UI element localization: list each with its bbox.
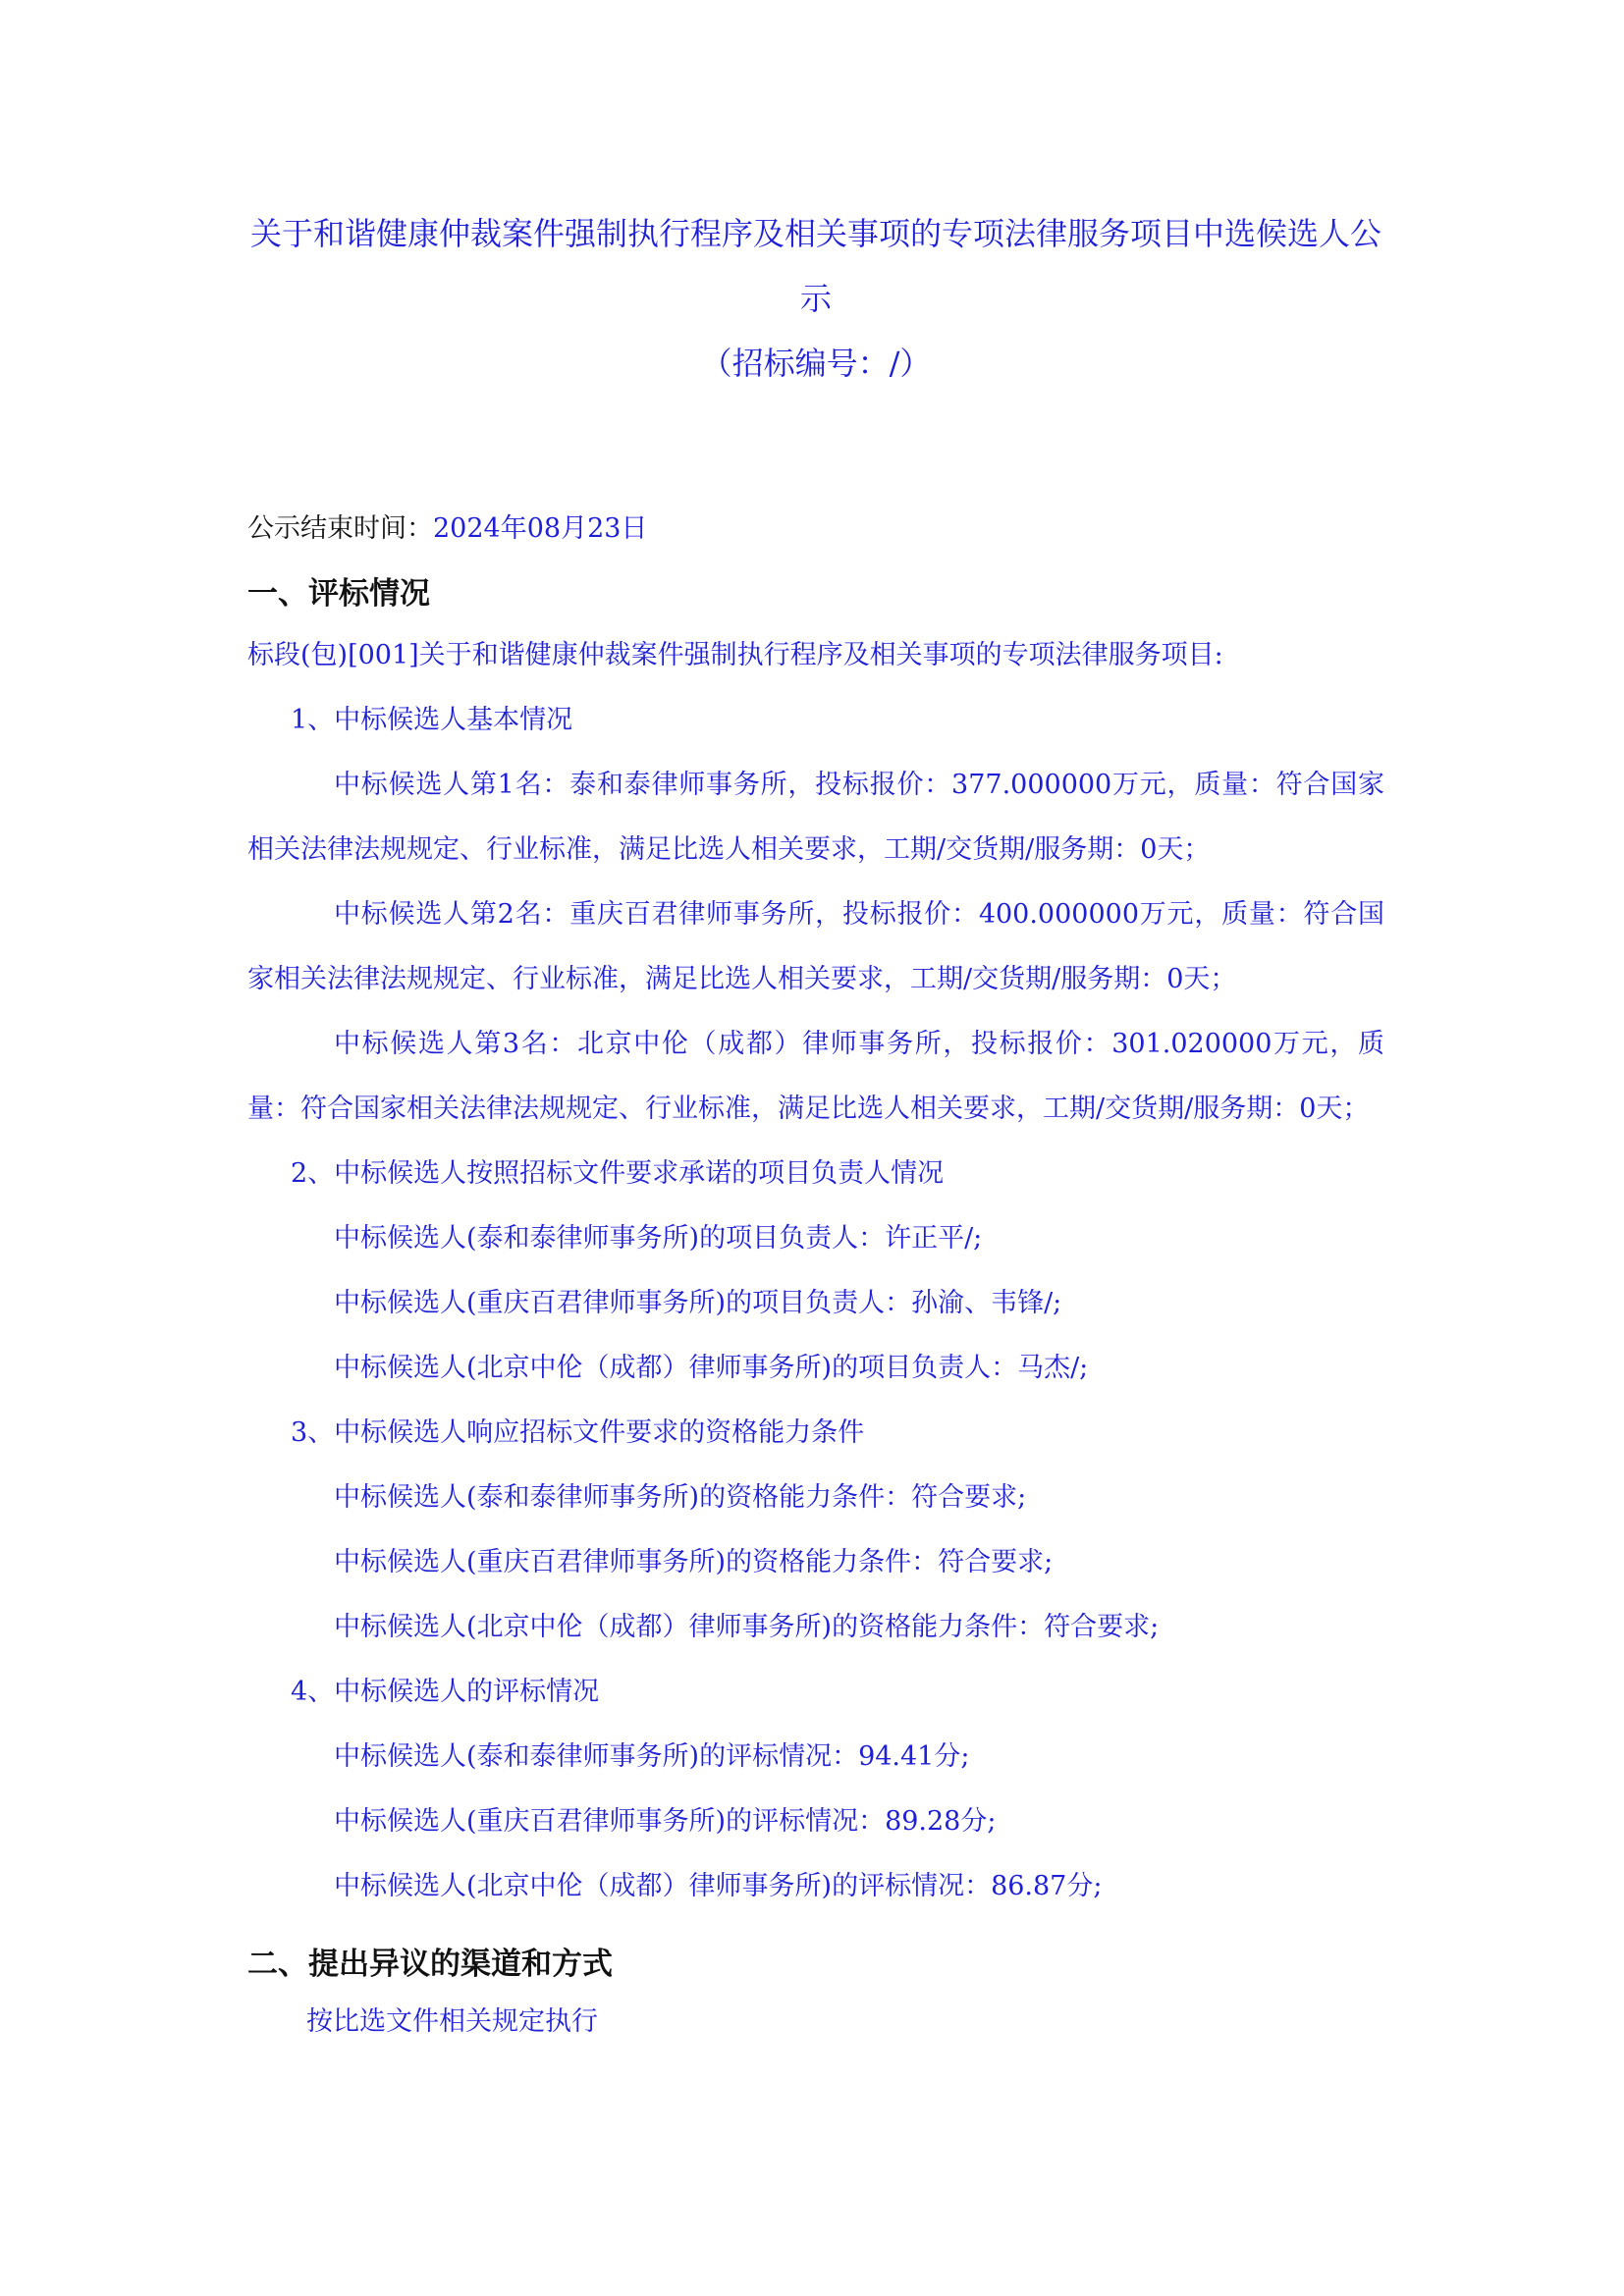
sub2-heading: 2、中标候选人按照招标文件要求承诺的项目负责人情况 [291, 1158, 945, 1189]
candidate-1-qualification: 中标候选人(泰和泰律师事务所)的资格能力条件：符合要求; [334, 1482, 1027, 1513]
candidate-1-basic: 中标候选人第1名：泰和泰律师事务所，投标报价：377.000000万元，质量：符合国家相关法律法规规定、行业标准，满足比选人相关要求，工期/交货期/服务期：0天； [247, 770, 1384, 865]
candidate-3-score: 中标候选人(北京中伦（成都）律师事务所)的评标情况：86.87分; [334, 1871, 1103, 1901]
objection-channel-text: 按比选文件相关规定执行 [306, 2006, 598, 2037]
candidate-1-manager: 中标候选人(泰和泰律师事务所)的项目负责人：许正平/; [334, 1223, 983, 1254]
section2-heading: 二、提出异议的渠道和方式 [247, 1947, 613, 1982]
end-time-line [247, 509, 1384, 549]
candidate-2-basic: 中标候选人第2名：重庆百君律师事务所，投标报价：400.000000万元，质量：符合国家相关法律法规规定、行业标准，满足比选人相关要求，工期/交货期/服务期：0天； [247, 899, 1384, 994]
candidate-2-qualification: 中标候选人(重庆百君律师事务所)的资格能力条件：符合要求; [334, 1547, 1054, 1577]
candidate-2-score: 中标候选人(重庆百君律师事务所)的评标情况：89.28分; [334, 1806, 997, 1837]
bid-number: （招标编号：/） [700, 345, 932, 382]
end-time-label: 公示结束时间： [247, 513, 433, 544]
candidate-1-score: 中标候选人(泰和泰律师事务所)的评标情况：94.41分; [334, 1741, 970, 1772]
sub3-heading: 3、中标候选人响应招标文件要求的资格能力条件 [291, 1417, 865, 1448]
sub4-heading: 4、中标候选人的评标情况 [291, 1677, 600, 1707]
end-time-value: 2024年08月23日 [433, 513, 648, 544]
candidate-3-basic: 中标候选人第3名：北京中伦（成都）律师事务所，投标报价：301.020000万元，质量：符合国家相关法律法规规定、行业标准，满足比选人相关要求，工期/交货期/服务期：0天； [247, 1029, 1384, 1124]
candidate-3-manager: 中标候选人(北京中伦（成都）律师事务所)的项目负责人：马杰/; [334, 1353, 1089, 1383]
sub1-heading: 1、中标候选人基本情况 [291, 705, 573, 735]
lot-description: 标段(包)[001]关于和谐健康仲裁案件强制执行程序及相关事项的专项法律服务项目: [247, 640, 1223, 670]
section1-heading: 一、评标情况 [247, 576, 430, 612]
candidate-2-manager: 中标候选人(重庆百君律师事务所)的项目负责人：孙渝、韦锋/; [334, 1288, 1062, 1318]
candidate-3-qualification: 中标候选人(北京中伦（成都）律师事务所)的资格能力条件：符合要求; [334, 1612, 1160, 1642]
document-title: 关于和谐健康仲裁案件强制执行程序及相关事项的专项法律服务项目中选候选人公示 [249, 215, 1381, 317]
